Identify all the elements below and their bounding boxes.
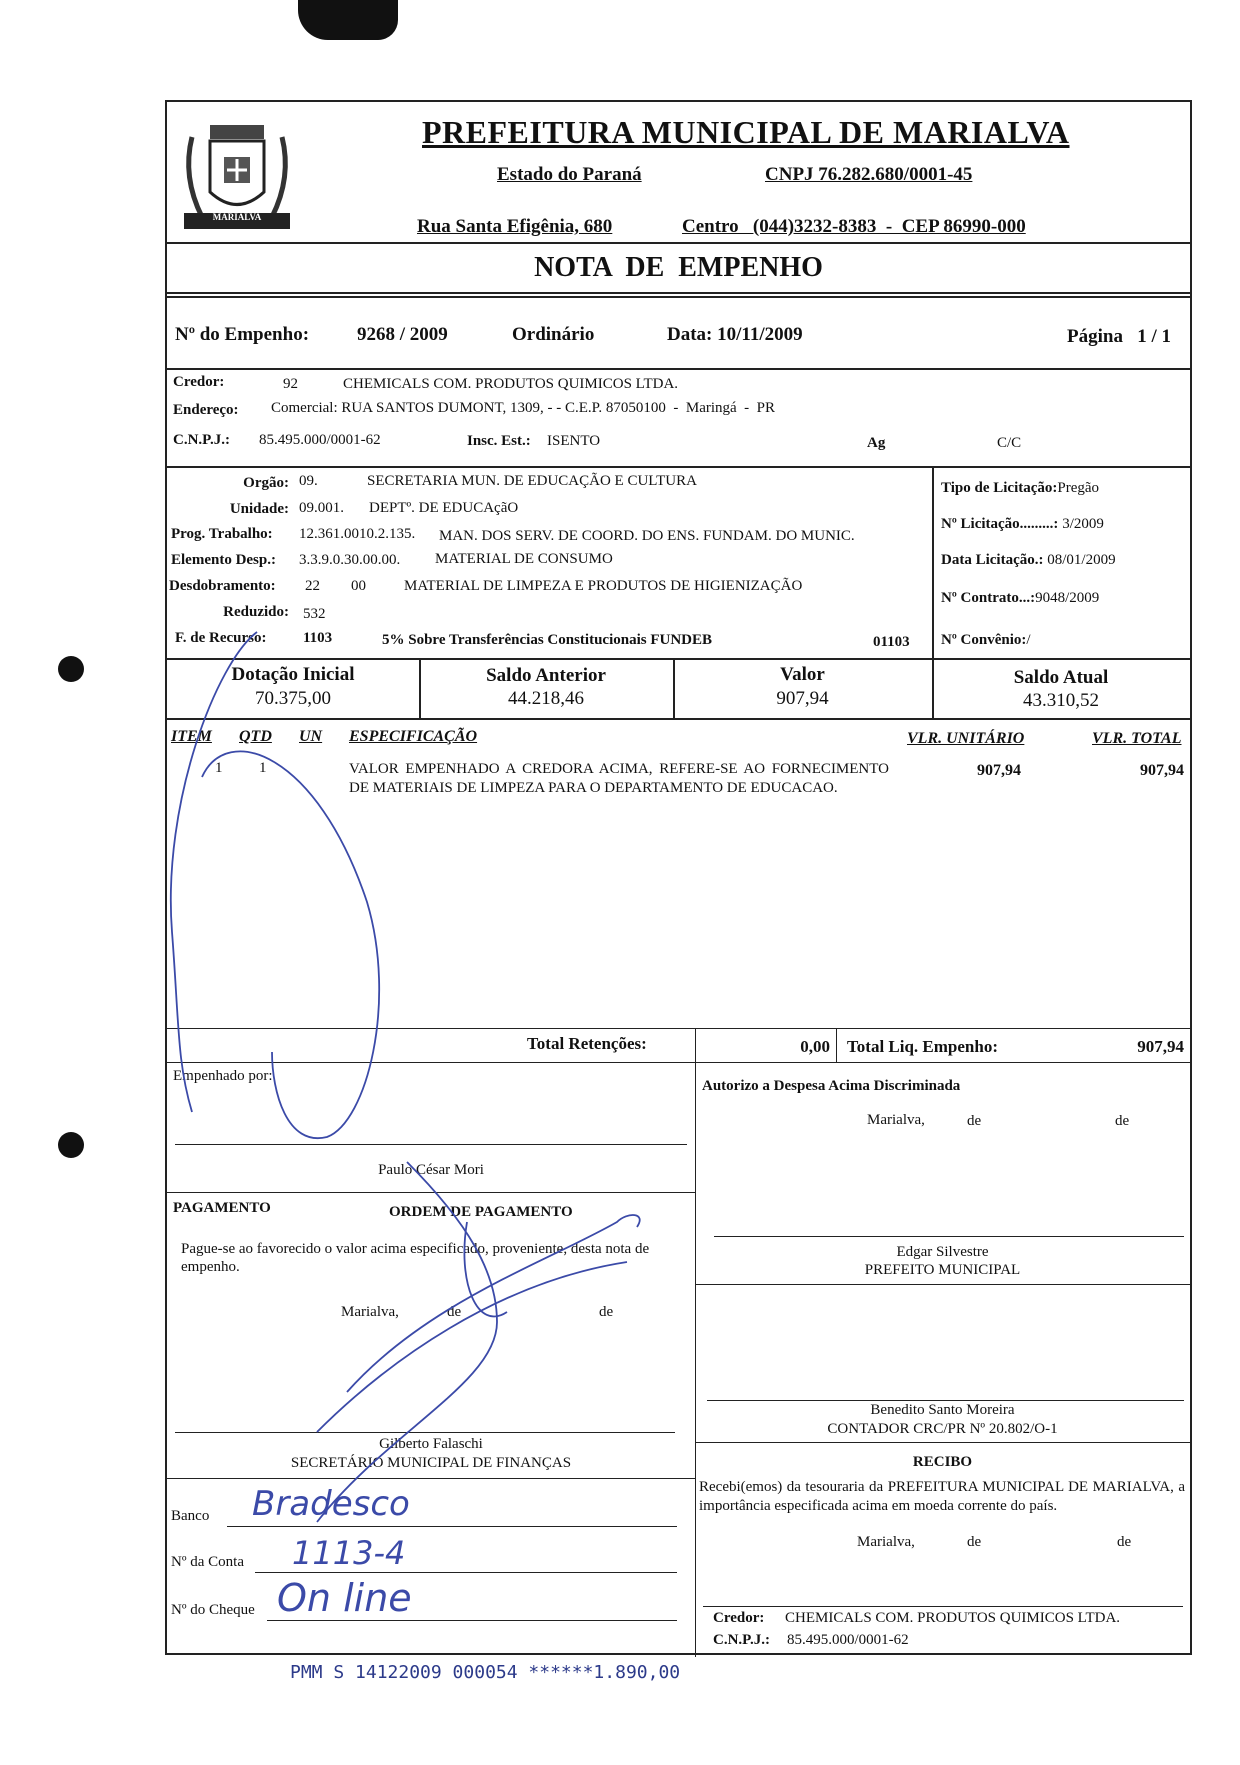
- recurso-name: 5% Sobre Transferências Constitucionais FUNDEB: [382, 632, 713, 648]
- insc-est-label: Insc. Est.:: [467, 433, 531, 449]
- col-vlr-total-header: VLR. TOTAL: [1092, 730, 1182, 747]
- recibo-de1: de: [967, 1534, 982, 1550]
- col-qtd-header: QTD: [239, 728, 272, 745]
- document-title: NOTA DE EMPENHO: [534, 252, 823, 283]
- desdobramento-label: Desdobramento:: [169, 578, 276, 594]
- credor-cnpj: 85.495.000/0001-62: [259, 432, 381, 448]
- col-item-header: ITEM: [171, 728, 212, 745]
- contador-name: Benedito Santo Moreira: [870, 1402, 1015, 1418]
- unidade-name: DEPTº. DE EDUCAçãO: [369, 500, 519, 516]
- total-retencoes: 0,00: [800, 1037, 830, 1056]
- scan-artifact: [298, 0, 398, 40]
- punch-hole-bottom: [58, 1132, 84, 1158]
- desdobramento-code1: 22: [305, 578, 320, 594]
- item-vlr-unitario: 907,94: [977, 762, 1021, 779]
- contador-title: CONTADOR CRC/PR Nº 20.802/O-1: [827, 1421, 1058, 1437]
- pagamento-de1: de: [447, 1304, 462, 1320]
- autorizo-de2: de: [1115, 1113, 1130, 1129]
- conta-label: Nº da Conta: [171, 1554, 244, 1570]
- cheque-handwritten: On line: [277, 1576, 412, 1620]
- prog-trabalho-code: 12.361.0010.2.135.: [299, 526, 416, 542]
- empenhado-por-label: Empenhado por:: [173, 1068, 273, 1084]
- prog-trabalho-name: MAN. DOS SERV. DE COORD. DO ENS. FUNDAM. DO MUNIC.: [439, 528, 855, 544]
- secretario-name: Gilberto Falaschi: [379, 1436, 483, 1452]
- credor-name: CHEMICALS COM. PRODUTOS QUIMICOS LTDA.: [343, 376, 679, 392]
- valor-label: Valor: [780, 664, 825, 685]
- contrato: 9048/2009: [1035, 590, 1100, 606]
- saldo-anterior: 44.218,46: [508, 688, 584, 709]
- saldo-anterior-label: Saldo Anterior: [486, 665, 606, 686]
- elemento-name: MATERIAL DE CONSUMO: [435, 551, 613, 567]
- col-un-header: UN: [299, 728, 323, 745]
- recurso-label: F. de Recurso:: [175, 630, 267, 646]
- prog-trabalho-label: Prog. Trabalho:: [171, 526, 273, 542]
- total-liquido: 907,94: [1137, 1037, 1184, 1056]
- district-phone-cep: Centro (044)3232-8383 - CEP 86990-000: [682, 216, 1026, 237]
- item-vlr-total: 907,94: [1140, 762, 1184, 779]
- valor: 907,94: [776, 688, 829, 709]
- crest-banner-text: MARIALVA: [212, 212, 262, 222]
- credor-label: Credor:: [173, 374, 225, 390]
- col-especificacao-header: ESPECIFICAÇÃO: [349, 728, 478, 745]
- data-licitacao: 08/01/2009: [1047, 552, 1116, 568]
- recibo-city: Marialva,: [857, 1534, 915, 1550]
- banco-handwritten: Bradesco: [252, 1484, 410, 1524]
- saldo-atual: 43.310,52: [1023, 690, 1099, 711]
- prefeito-title: PREFEITO MUNICIPAL: [864, 1262, 1021, 1278]
- recurso-code2: 01103: [873, 634, 910, 650]
- numero-licitacao: 3/2009: [1062, 516, 1104, 532]
- prefeito-name: Edgar Silvestre: [896, 1244, 989, 1260]
- reduzido: 532: [303, 606, 326, 622]
- cheque-label: Nº do Cheque: [171, 1602, 255, 1618]
- agencia-label: Ag: [867, 435, 886, 451]
- total-retencoes-label: Total Retenções:: [527, 1034, 647, 1053]
- numero-licitacao-label: Nº Licitação.........: 3/2009: [941, 516, 1104, 532]
- convenio-label: Nº Convênio:/: [941, 632, 1031, 648]
- secretario-title: SECRETÁRIO MUNICIPAL DE FINANÇAS: [290, 1455, 572, 1471]
- data-licitacao-label: Data Licitação.: 08/01/2009: [941, 552, 1116, 568]
- state-name: Estado do Paraná: [497, 164, 642, 185]
- recibo-de2: de: [1117, 1534, 1132, 1550]
- unidade-code: 09.001.: [299, 500, 344, 516]
- signature-strokes: [167, 102, 1190, 1657]
- orgao-name: SECRETARIA MUN. DE EDUCAÇÃO E CULTURA: [367, 473, 697, 489]
- empenho-type: Ordinário: [512, 324, 595, 345]
- empenho-number: 9268 / 2009: [357, 324, 448, 345]
- elemento-code: 3.3.9.0.30.00.00.: [299, 552, 401, 568]
- recibo-text: Recebi(emos) da tesouraria da PREFEITURA MUNICIPAL DE MARIALVA, a importância especificada acima em moeda corrente do país.: [699, 1479, 1185, 1514]
- item-number: 1: [215, 760, 223, 776]
- orgao-label: Orgão:: [243, 475, 289, 491]
- payment-stamp: PMM S 14122009 000054 ******1.890,00: [290, 1662, 681, 1683]
- empenhado-signer: Paulo César Mori: [378, 1162, 484, 1178]
- nota-de-empenho-form: [165, 100, 1192, 1655]
- autorizo-city: Marialva,: [867, 1112, 925, 1128]
- ordem-pagamento-label: ORDEM DE PAGAMENTO: [389, 1204, 573, 1220]
- credor-address: Comercial: RUA SANTOS DUMONT, 1309, - - C.E.P. 87050100 - Maringá - PR: [271, 400, 776, 416]
- item-especificacao: VALOR EMPENHADO A CREDORA ACIMA, REFERE-SE AO FORNECIMENTO DE MATERIAIS DE LIMPEZA PARA O DEPARTAMENTO DE EDUCACAO.: [349, 761, 889, 796]
- tipo-licitacao: Pregão: [1057, 480, 1100, 496]
- tipo-licitacao-label: Tipo de Licitação:Pregão: [941, 480, 1100, 496]
- recibo-cnpj-label: C.N.P.J.:: [713, 1632, 770, 1648]
- recibo-credor-label: Credor:: [713, 1610, 765, 1626]
- pagamento-label: PAGAMENTO: [173, 1200, 271, 1216]
- street-address: Rua Santa Efigênia, 680: [417, 216, 613, 237]
- conta-handwritten: 1113-4: [292, 1534, 406, 1572]
- recibo-credor: CHEMICALS COM. PRODUTOS QUIMICOS LTDA.: [785, 1610, 1121, 1626]
- desdobramento-name: MATERIAL DE LIMPEZA E PRODUTOS DE HIGIENIZAÇÃO: [404, 578, 803, 594]
- elemento-label: Elemento Desp.:: [171, 552, 276, 568]
- total-liquido-label: Total Liq. Empenho:: [847, 1037, 998, 1056]
- desdobramento-code2: 00: [351, 578, 366, 594]
- page-number: Página 1 / 1: [1067, 326, 1171, 347]
- punch-hole-top: [58, 656, 84, 682]
- pagamento-text: Pague-se ao favorecido o valor acima especificado, proveniente, desta nota de empenho.: [181, 1241, 650, 1275]
- endereco-label: Endereço:: [173, 402, 239, 418]
- convenio: /: [1026, 632, 1031, 648]
- municipality-title: PREFEITURA MUNICIPAL DE MARIALVA: [422, 114, 1070, 150]
- recibo-cnpj: 85.495.000/0001-62: [787, 1632, 909, 1648]
- pagamento-city: Marialva,: [341, 1304, 399, 1320]
- contrato-label: Nº Contrato...:9048/2009: [941, 590, 1100, 606]
- item-qtd: 1: [259, 760, 267, 776]
- recurso-code: 1103: [303, 630, 333, 646]
- reduzido-label: Reduzido:: [223, 604, 289, 620]
- saldo-atual-label: Saldo Atual: [1013, 667, 1109, 688]
- recibo-label: RECIBO: [912, 1454, 973, 1470]
- col-vlr-unitario-header: VLR. UNITÁRIO: [907, 730, 1025, 747]
- empenho-number-label: Nº do Empenho:: [175, 324, 310, 345]
- pagamento-de2: de: [599, 1304, 614, 1320]
- unidade-label: Unidade:: [229, 501, 289, 517]
- banco-label: Banco: [171, 1508, 210, 1524]
- autorizo-label: Autorizo a Despesa Acima Discriminada: [702, 1078, 961, 1094]
- dotacao-inicial: 70.375,00: [255, 688, 331, 709]
- credor-cnpj-label: C.N.P.J.:: [173, 432, 230, 448]
- dotacao-inicial-label: Dotação Inicial: [231, 664, 355, 685]
- conta-corrente-label: C/C: [997, 435, 1022, 451]
- credor-code: 92: [283, 376, 298, 392]
- autorizo-de1: de: [967, 1113, 982, 1129]
- header-cnpj: CNPJ 76.282.680/0001-45: [765, 164, 973, 185]
- insc-est: ISENTO: [547, 433, 601, 449]
- empenho-date: Data: 10/11/2009: [667, 324, 803, 345]
- orgao-code: 09.: [299, 473, 318, 489]
